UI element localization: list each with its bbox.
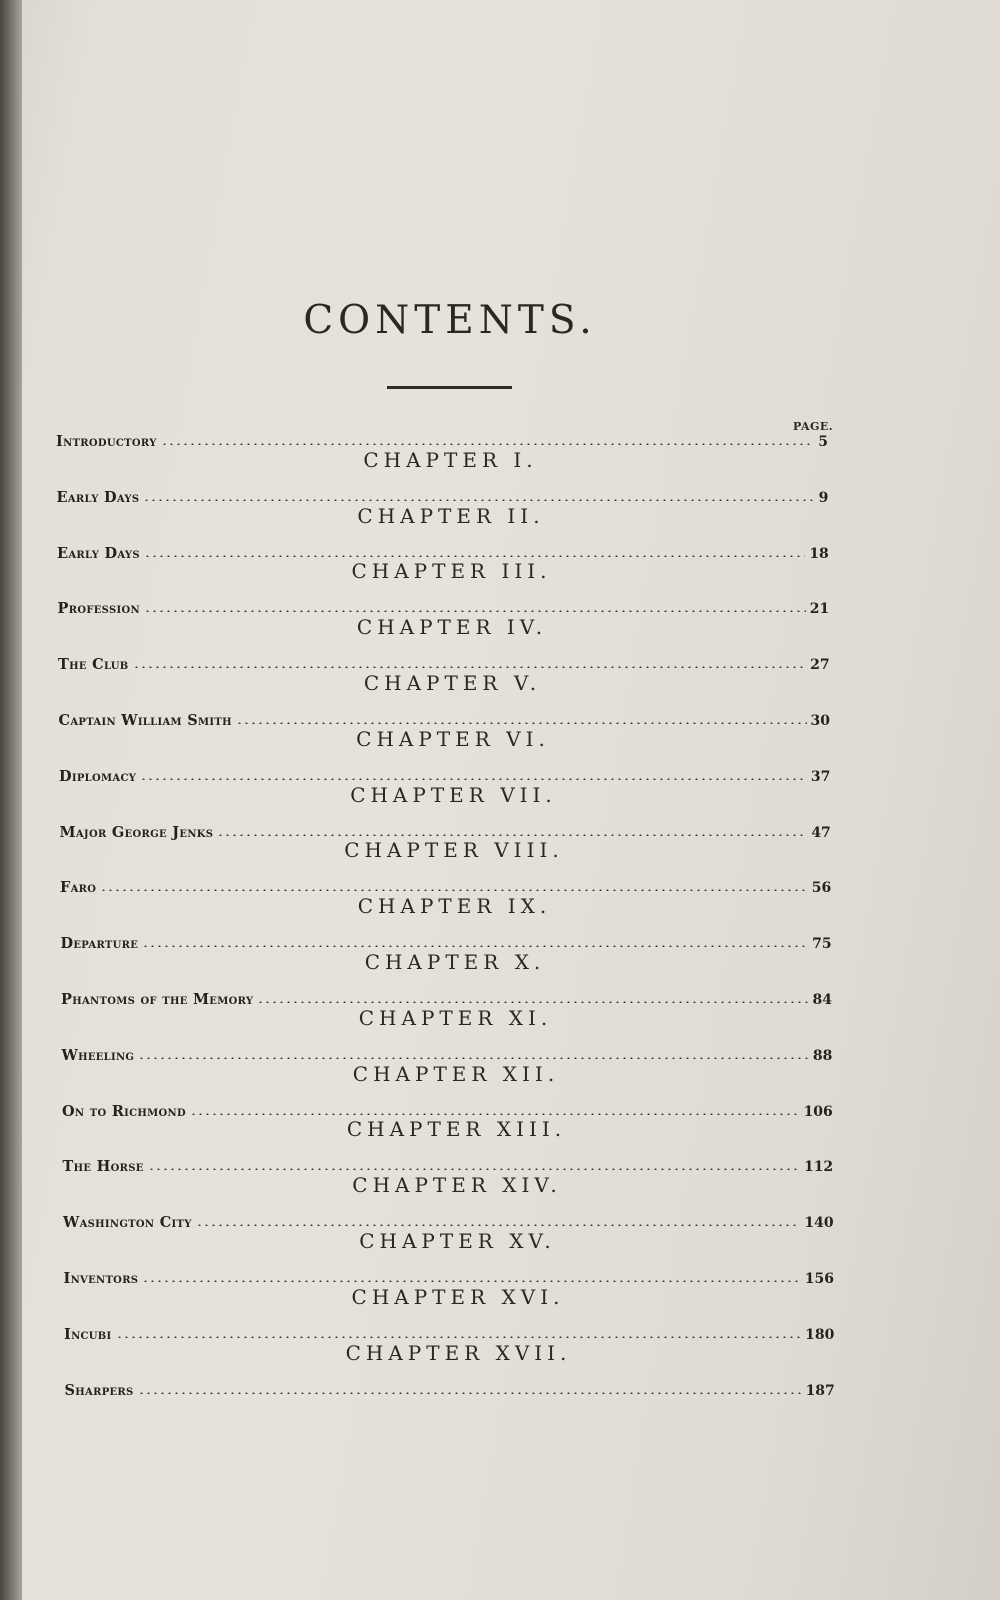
toc-entry-title: Washington City bbox=[63, 1214, 192, 1232]
chapter-heading: CHAPTER XII. bbox=[352, 1061, 560, 1086]
toc-entry-page: 140 bbox=[804, 1215, 834, 1232]
dot-leader bbox=[142, 945, 808, 947]
toc-entry-page: 30 bbox=[810, 713, 830, 729]
toc-entry bbox=[62, 1042, 833, 1064]
toc-entry bbox=[58, 651, 830, 673]
toc-entry bbox=[59, 763, 830, 785]
toc-entry bbox=[57, 484, 829, 506]
dot-leader bbox=[133, 666, 807, 668]
toc-entry-title: Introductory bbox=[56, 433, 157, 450]
toc-entry bbox=[57, 540, 829, 562]
dot-leader bbox=[217, 834, 807, 836]
page-column-header: PAGE. bbox=[793, 420, 834, 433]
toc-entry-title: Inventors bbox=[63, 1270, 139, 1287]
chapter-heading: CHAPTER IX. bbox=[357, 894, 552, 919]
toc-entry bbox=[62, 1098, 833, 1120]
toc-entry-title: Profession bbox=[57, 600, 140, 618]
dot-leader bbox=[138, 1057, 809, 1059]
chapter-heading: CHAPTER XVI. bbox=[351, 1284, 565, 1309]
chapter-heading: CHAPTER V. bbox=[363, 671, 542, 695]
toc-entry bbox=[64, 1265, 835, 1287]
toc-entry-page: 180 bbox=[805, 1326, 835, 1343]
chapter-heading: CHAPTER VII. bbox=[350, 782, 557, 807]
toc-entry-title: The Club bbox=[58, 656, 129, 674]
toc-entry-page: 88 bbox=[812, 1047, 833, 1064]
toc-entry bbox=[59, 707, 831, 729]
toc-entry-title: Early Days bbox=[56, 488, 140, 506]
toc-entry-title: On to Richmond bbox=[62, 1102, 186, 1120]
chapter-heading: CHAPTER XI. bbox=[358, 1005, 553, 1030]
toc-entry-title: Departure bbox=[60, 935, 139, 953]
toc-entry-title: Phantoms of the Memory bbox=[61, 991, 254, 1008]
toc-entry-page: 18 bbox=[809, 545, 829, 562]
dot-leader bbox=[116, 1336, 802, 1338]
dot-leader bbox=[142, 1280, 800, 1282]
dot-leader bbox=[161, 443, 815, 445]
toc-entry-title: Incubi bbox=[64, 1325, 112, 1343]
toc-entry-page: 37 bbox=[810, 768, 831, 785]
toc-entry bbox=[58, 595, 830, 617]
toc-entry-title: Captain William Smith bbox=[58, 712, 232, 729]
toc-entry-title: Faro bbox=[60, 879, 97, 897]
toc-entry bbox=[61, 930, 832, 952]
toc-entry-title: Wheeling bbox=[61, 1046, 135, 1064]
dot-leader bbox=[196, 1224, 801, 1226]
toc-entry-title: Sharpers bbox=[64, 1381, 134, 1399]
toc-entry-page: 21 bbox=[809, 601, 830, 618]
toc-entry bbox=[61, 986, 832, 1008]
dot-leader bbox=[257, 1001, 808, 1003]
dot-leader bbox=[144, 555, 805, 557]
chapter-heading: CHAPTER VIII. bbox=[344, 838, 564, 863]
dot-leader bbox=[100, 889, 807, 891]
toc-entry-page: 5 bbox=[818, 434, 828, 450]
dot-leader bbox=[138, 1392, 802, 1394]
toc-entry-title: Early Days bbox=[57, 544, 140, 562]
toc-entry bbox=[56, 428, 828, 450]
dot-leader bbox=[140, 778, 807, 780]
toc-entry-page: 84 bbox=[812, 992, 832, 1008]
chapter-heading: CHAPTER XVII. bbox=[345, 1340, 572, 1365]
page-title: CONTENTS. bbox=[303, 298, 597, 343]
toc-entry bbox=[60, 819, 831, 841]
toc-entry bbox=[63, 1209, 834, 1231]
toc-entry-page: 112 bbox=[803, 1159, 834, 1176]
toc-entry-page: 75 bbox=[812, 936, 832, 953]
toc-entry-page: 56 bbox=[811, 880, 832, 897]
dot-leader bbox=[190, 1113, 800, 1115]
toc-entry-title: Major George Jenks bbox=[59, 823, 214, 841]
toc-entry bbox=[65, 1377, 835, 1399]
chapter-heading: CHAPTER II. bbox=[357, 503, 545, 528]
toc-entry-page: 187 bbox=[805, 1382, 835, 1399]
dot-leader bbox=[143, 499, 814, 501]
toc-entry bbox=[60, 874, 831, 896]
toc-entry bbox=[64, 1321, 834, 1343]
chapter-heading: CHAPTER IV. bbox=[356, 615, 548, 640]
toc-entry bbox=[63, 1153, 834, 1175]
toc-entry-page: 106 bbox=[803, 1103, 833, 1120]
toc-entry-page: 47 bbox=[811, 824, 831, 841]
chapter-heading: CHAPTER XV. bbox=[359, 1229, 556, 1253]
chapter-heading: CHAPTER I. bbox=[363, 447, 538, 472]
chapter-heading: CHAPTER X. bbox=[364, 950, 546, 974]
toc-entry-title: Diplomacy bbox=[59, 767, 137, 785]
toc-entry-page: 9 bbox=[818, 489, 829, 506]
chapter-heading: CHAPTER III. bbox=[351, 559, 552, 584]
dot-leader bbox=[148, 1168, 800, 1170]
toc-entry-page: 156 bbox=[804, 1271, 834, 1287]
chapter-heading: CHAPTER VI. bbox=[356, 726, 550, 751]
toc-entry-title: The Horse bbox=[62, 1158, 144, 1176]
dot-leader bbox=[144, 610, 806, 612]
toc-entry-page: 27 bbox=[810, 657, 830, 674]
dot-leader bbox=[236, 722, 807, 724]
chapter-heading: CHAPTER XIV. bbox=[352, 1173, 562, 1198]
chapter-heading: CHAPTER XIII. bbox=[346, 1117, 567, 1142]
